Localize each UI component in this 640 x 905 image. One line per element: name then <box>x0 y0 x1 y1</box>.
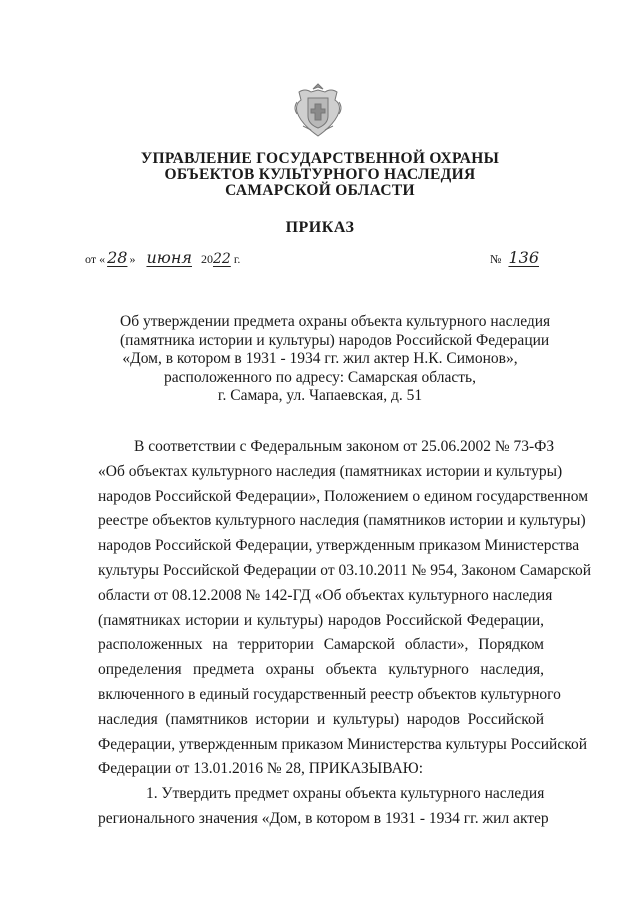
date-day: 28 <box>107 248 128 267</box>
body-line: расположенных на территории Самарской области», Порядком <box>98 636 544 654</box>
agency-name-line-2: ОБЪЕКТОВ КУЛЬТУРНОГО НАСЛЕДИЯ <box>164 166 476 183</box>
document-type-title: ПРИКАЗ <box>285 219 355 236</box>
number-prefix: № <box>490 252 505 266</box>
agency-name-line-1: УПРАВЛЕНИЕ ГОСУДАРСТВЕННОЙ ОХРАНЫ <box>140 150 500 167</box>
subject-line: г. Самара, ул. Чапаевская, д. 51 <box>217 387 423 404</box>
body-line: области от 08.12.2008 № 142-ГД «Об объектах культурного наследия <box>98 586 553 604</box>
body-line: Федерации от 13.01.2016 № 28, ПРИКАЗЫВАЮ: <box>98 760 424 778</box>
body-line: Федерации, утвержденным приказом Министерства культуры Российской <box>98 735 587 753</box>
date-prefix: от « <box>85 252 106 266</box>
body-line: реестре объектов культурного наследия (памятников истории и культуры) <box>98 512 586 530</box>
order-body <box>98 435 591 832</box>
subject-line: «Дом, в котором в 1931 - 1934 гг. жил актер Н.К. Симонов», <box>122 350 518 367</box>
coat-of-arms-icon <box>291 82 345 138</box>
subject-line: расположенного по адресу: Самарская область, <box>164 368 476 386</box>
body-line: наследия (памятников истории и культуры) народов Российской <box>98 710 544 728</box>
body-line: определения предмета охраны объекта культурного наследия, <box>98 661 544 679</box>
body-line: «Об объектах культурного наследия (памятниках истории и культуры) <box>98 462 563 480</box>
subject-line: Об утверждении предмета охраны объекта культурного наследия <box>120 313 551 330</box>
order-subject <box>120 313 551 406</box>
body-line: включенного в единый государственный реестр объектов культурного <box>98 685 561 703</box>
date-suffix: г. <box>230 252 241 266</box>
date-year-prefix: 20 <box>197 252 213 266</box>
date-mid: » <box>129 252 139 266</box>
body-line: народов Российской Федерации, утвержденным приказом Министерства <box>98 537 580 555</box>
subject-line: (памятника истории и культуры) народов Российской Федерации <box>120 331 550 349</box>
body-line: В соответствии с Федеральным законом от 25.06.2002 № 73-ФЗ <box>134 438 555 455</box>
order-number <box>490 248 547 267</box>
number-value: 136 <box>508 248 539 267</box>
date-month: июня <box>146 248 192 267</box>
numbered-item-line: 1. Утвердить предмет охраны объекта культурного наследия <box>146 785 545 803</box>
body-line: регионального значения «Дом, в котором в 1931 - 1934 гг. жил актер <box>98 809 549 827</box>
agency-name-line-3: САМАРСКОЙ ОБЛАСТИ <box>225 182 415 199</box>
body-line: народов Российской Федерации», Положением о едином государственном <box>98 487 588 505</box>
body-line: культуры Российской Федерации от 03.10.2011 № 954, Законом Самарской <box>98 561 591 579</box>
body-line: (памятниках истории и культуры) народов Российской Федерации, <box>98 611 544 629</box>
date-year-suffix: 22 <box>212 251 231 267</box>
order-date <box>85 248 240 267</box>
